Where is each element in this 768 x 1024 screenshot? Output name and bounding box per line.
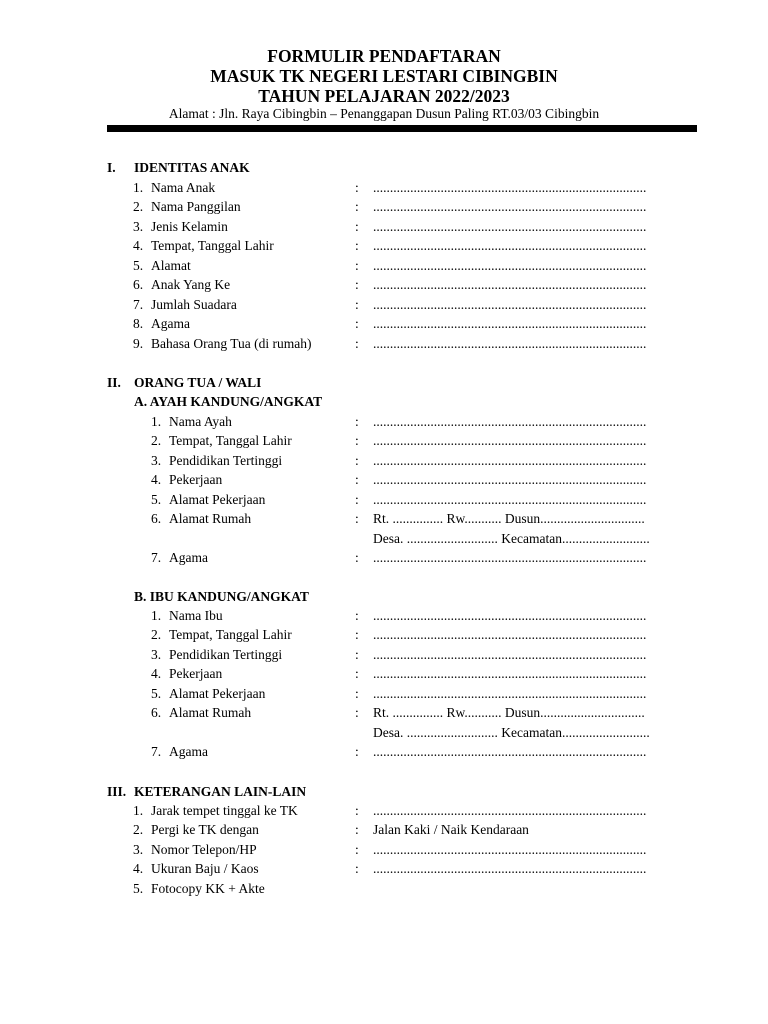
field-number: 5. xyxy=(151,491,162,507)
field-label: Alamat xyxy=(151,257,191,273)
field-label: Tempat, Tanggal Lahir xyxy=(169,433,292,449)
form-field-row xyxy=(0,178,768,198)
field-label: Pendidikan Tertinggi xyxy=(169,452,283,468)
form-field-row xyxy=(0,197,768,217)
field-value[interactable]: ................................................................................. xyxy=(373,433,647,449)
form-field-row xyxy=(0,859,768,879)
field-colon: : xyxy=(355,277,359,293)
field-label: Agama xyxy=(169,550,208,566)
field-value[interactable]: ................................................................................. xyxy=(373,414,647,429)
field-label: Bahasa Orang Tua (di rumah) xyxy=(151,335,312,351)
field-value[interactable]: ................................................................................. xyxy=(373,238,647,254)
field-label: Alamat Rumah xyxy=(169,511,252,527)
field-value[interactable]: ................................................................................. xyxy=(373,296,647,312)
field-colon: : xyxy=(355,744,359,760)
field-colon: : xyxy=(355,452,359,468)
form-field-row xyxy=(0,217,768,237)
field-colon: : xyxy=(355,433,359,449)
field-value[interactable]: ................................................................................. xyxy=(373,335,647,351)
form-field-row xyxy=(0,548,768,568)
field-label: Nama Panggilan xyxy=(151,199,241,215)
field-number: 7. xyxy=(151,550,162,566)
field-colon: : xyxy=(355,803,359,818)
field-colon: : xyxy=(355,238,359,254)
field-label: Jenis Kelamin xyxy=(151,218,228,234)
field-value[interactable]: ................................................................................. xyxy=(373,666,647,682)
section-heading xyxy=(0,782,768,802)
field-label: Tempat, Tanggal Lahir xyxy=(151,238,274,254)
field-value[interactable]: Rt. ............... Rw........... Dusun............................... xyxy=(373,511,645,527)
field-number: 2. xyxy=(151,627,162,643)
field-number: 5. xyxy=(151,685,162,701)
section-number: II. xyxy=(107,375,121,390)
form-field-row xyxy=(0,236,768,256)
form-field-row xyxy=(0,431,768,451)
field-number: 6. xyxy=(151,705,162,721)
section-number: I. xyxy=(107,160,116,175)
field-number: 2. xyxy=(133,199,144,215)
field-number: 4. xyxy=(151,472,162,488)
field-colon: : xyxy=(355,335,359,351)
form-field-row xyxy=(0,840,768,860)
form-field-row xyxy=(0,275,768,295)
field-number: 1. xyxy=(151,608,162,623)
form-field-row xyxy=(0,801,768,821)
field-number: 7. xyxy=(133,296,144,312)
field-value[interactable]: ................................................................................. xyxy=(373,744,647,760)
form-field-row xyxy=(0,412,768,432)
field-value[interactable]: ................................................................................. xyxy=(373,550,647,566)
form-field-row xyxy=(0,256,768,276)
form-field-row xyxy=(0,314,768,334)
field-colon: : xyxy=(355,685,359,701)
field-label: Pergi ke TK dengan xyxy=(151,822,259,838)
form-field-row xyxy=(0,723,768,743)
field-colon: : xyxy=(355,841,359,857)
field-label: Pekerjaan xyxy=(169,666,223,682)
field-number: 3. xyxy=(133,841,144,857)
field-value[interactable]: ................................................................................. xyxy=(373,491,647,507)
field-number: 7. xyxy=(151,744,162,760)
form-field-row xyxy=(0,490,768,510)
form-field-row xyxy=(0,742,768,762)
form-field-row xyxy=(0,625,768,645)
field-colon: : xyxy=(355,666,359,682)
field-colon: : xyxy=(355,414,359,429)
form-field-row xyxy=(0,664,768,684)
field-number: 1. xyxy=(133,180,144,195)
field-colon: : xyxy=(355,608,359,623)
field-value[interactable]: ................................................................................. xyxy=(373,199,647,215)
field-number: 6. xyxy=(133,277,144,293)
header-divider xyxy=(107,125,697,132)
school-address: Alamat : Jln. Raya Cibingbin – Penanggapan Dusun Paling RT.03/03 Cibingbin xyxy=(168,106,600,121)
form-header xyxy=(0,46,768,122)
subsection-title: A. AYAH KANDUNG/ANGKAT xyxy=(134,394,323,409)
field-number: 3. xyxy=(151,646,162,662)
field-number: 4. xyxy=(133,238,144,254)
field-label: Ukuran Baju / Kaos xyxy=(151,861,259,877)
field-value[interactable]: Rt. ............... Rw........... Dusun............................... xyxy=(373,705,645,721)
section-title: ORANG TUA / WALI xyxy=(134,375,262,390)
field-colon: : xyxy=(355,218,359,234)
field-colon: : xyxy=(355,316,359,332)
field-value[interactable]: ................................................................................. xyxy=(373,608,647,623)
field-colon: : xyxy=(355,199,359,215)
field-label: Anak Yang Ke xyxy=(151,277,231,293)
section-heading xyxy=(0,373,768,393)
field-number: 2. xyxy=(151,433,162,449)
field-number: 4. xyxy=(133,861,144,877)
form-field-row xyxy=(0,509,768,529)
field-label: Nomor Telepon/HP xyxy=(151,841,257,857)
field-number: 6. xyxy=(151,511,162,527)
field-colon: : xyxy=(355,472,359,488)
field-value[interactable]: ................................................................................. xyxy=(373,861,647,877)
form-field-row xyxy=(0,684,768,704)
field-label: Agama xyxy=(151,316,190,332)
field-number: 5. xyxy=(133,880,144,896)
field-value[interactable]: ................................................................................. xyxy=(373,685,647,701)
form-field-row xyxy=(0,295,768,315)
field-label: Alamat Rumah xyxy=(169,705,252,721)
form-field-row xyxy=(0,606,768,626)
subsection-heading xyxy=(0,587,768,607)
field-label: Nama Ayah xyxy=(169,414,232,429)
field-value[interactable]: ................................................................................. xyxy=(373,257,647,273)
section-heading xyxy=(0,158,768,178)
field-value[interactable]: ................................................................................. xyxy=(373,316,647,332)
field-value[interactable]: ................................................................................. xyxy=(373,472,647,488)
section-number: III. xyxy=(107,784,127,799)
field-number: 5. xyxy=(133,257,144,273)
field-label: Fotocopy KK + Akte xyxy=(151,880,265,896)
form-field-row xyxy=(0,820,768,840)
academic-year: TAHUN PELAJARAN 2022/2023 xyxy=(258,86,510,106)
field-number: 3. xyxy=(133,218,144,234)
section-title: IDENTITAS ANAK xyxy=(134,160,250,175)
field-value[interactable]: ................................................................................. xyxy=(373,627,647,643)
field-value[interactable]: Desa. ........................... Kecamatan.......................... xyxy=(373,530,650,546)
field-number: 2. xyxy=(133,822,144,838)
field-number: 1. xyxy=(133,803,144,818)
field-label: Alamat Pekerjaan xyxy=(169,685,266,701)
field-colon: : xyxy=(355,296,359,312)
field-number: 4. xyxy=(151,666,162,682)
field-value[interactable]: Jalan Kaki / Naik Kendaraan xyxy=(373,822,529,838)
field-label: Pekerjaan xyxy=(169,472,223,488)
field-value[interactable]: ................................................................................. xyxy=(373,277,647,293)
field-colon: : xyxy=(355,257,359,273)
school-name: MASUK TK NEGERI LESTARI CIBINGBIN xyxy=(210,66,558,86)
field-colon: : xyxy=(355,822,359,838)
field-colon: : xyxy=(355,646,359,662)
field-colon: : xyxy=(355,511,359,527)
field-number: 9. xyxy=(133,335,144,351)
form-field-row xyxy=(0,529,768,549)
form-field-row xyxy=(0,703,768,723)
form-field-row xyxy=(0,645,768,665)
field-colon: : xyxy=(355,491,359,507)
field-colon: : xyxy=(355,180,359,195)
form-field-row xyxy=(0,470,768,490)
field-value[interactable]: ................................................................................. xyxy=(373,218,647,234)
section-title: KETERANGAN LAIN-LAIN xyxy=(134,784,307,799)
field-label: Nama Anak xyxy=(151,180,216,195)
field-colon: : xyxy=(355,705,359,721)
field-label: Jarak tempet tinggal ke TK xyxy=(151,803,298,818)
field-colon: : xyxy=(355,861,359,877)
subsection-title: B. IBU KANDUNG/ANGKAT xyxy=(134,589,309,604)
form-field-row xyxy=(0,451,768,471)
field-value[interactable]: ................................................................................. xyxy=(373,841,647,857)
form-title: FORMULIR PENDAFTARAN xyxy=(267,46,501,66)
field-value[interactable]: Desa. ........................... Kecamatan.......................... xyxy=(373,724,650,740)
field-value[interactable]: ................................................................................. xyxy=(373,180,647,195)
field-label: Jumlah Suadara xyxy=(151,296,237,312)
field-label: Agama xyxy=(169,744,208,760)
field-colon: : xyxy=(355,627,359,643)
field-value[interactable]: ................................................................................. xyxy=(373,646,647,662)
field-label: Nama Ibu xyxy=(169,608,223,623)
field-value[interactable]: ................................................................................. xyxy=(373,452,647,468)
field-label: Tempat, Tanggal Lahir xyxy=(169,627,292,643)
field-value[interactable]: ................................................................................. xyxy=(373,803,647,818)
field-number: 3. xyxy=(151,452,162,468)
form-field-row xyxy=(0,334,768,354)
form-field-row xyxy=(0,879,768,899)
field-number: 8. xyxy=(133,316,144,332)
field-label: Pendidikan Tertinggi xyxy=(169,646,283,662)
field-number: 1. xyxy=(151,414,162,429)
field-colon: : xyxy=(355,550,359,566)
field-label: Alamat Pekerjaan xyxy=(169,491,266,507)
subsection-heading xyxy=(0,392,768,412)
